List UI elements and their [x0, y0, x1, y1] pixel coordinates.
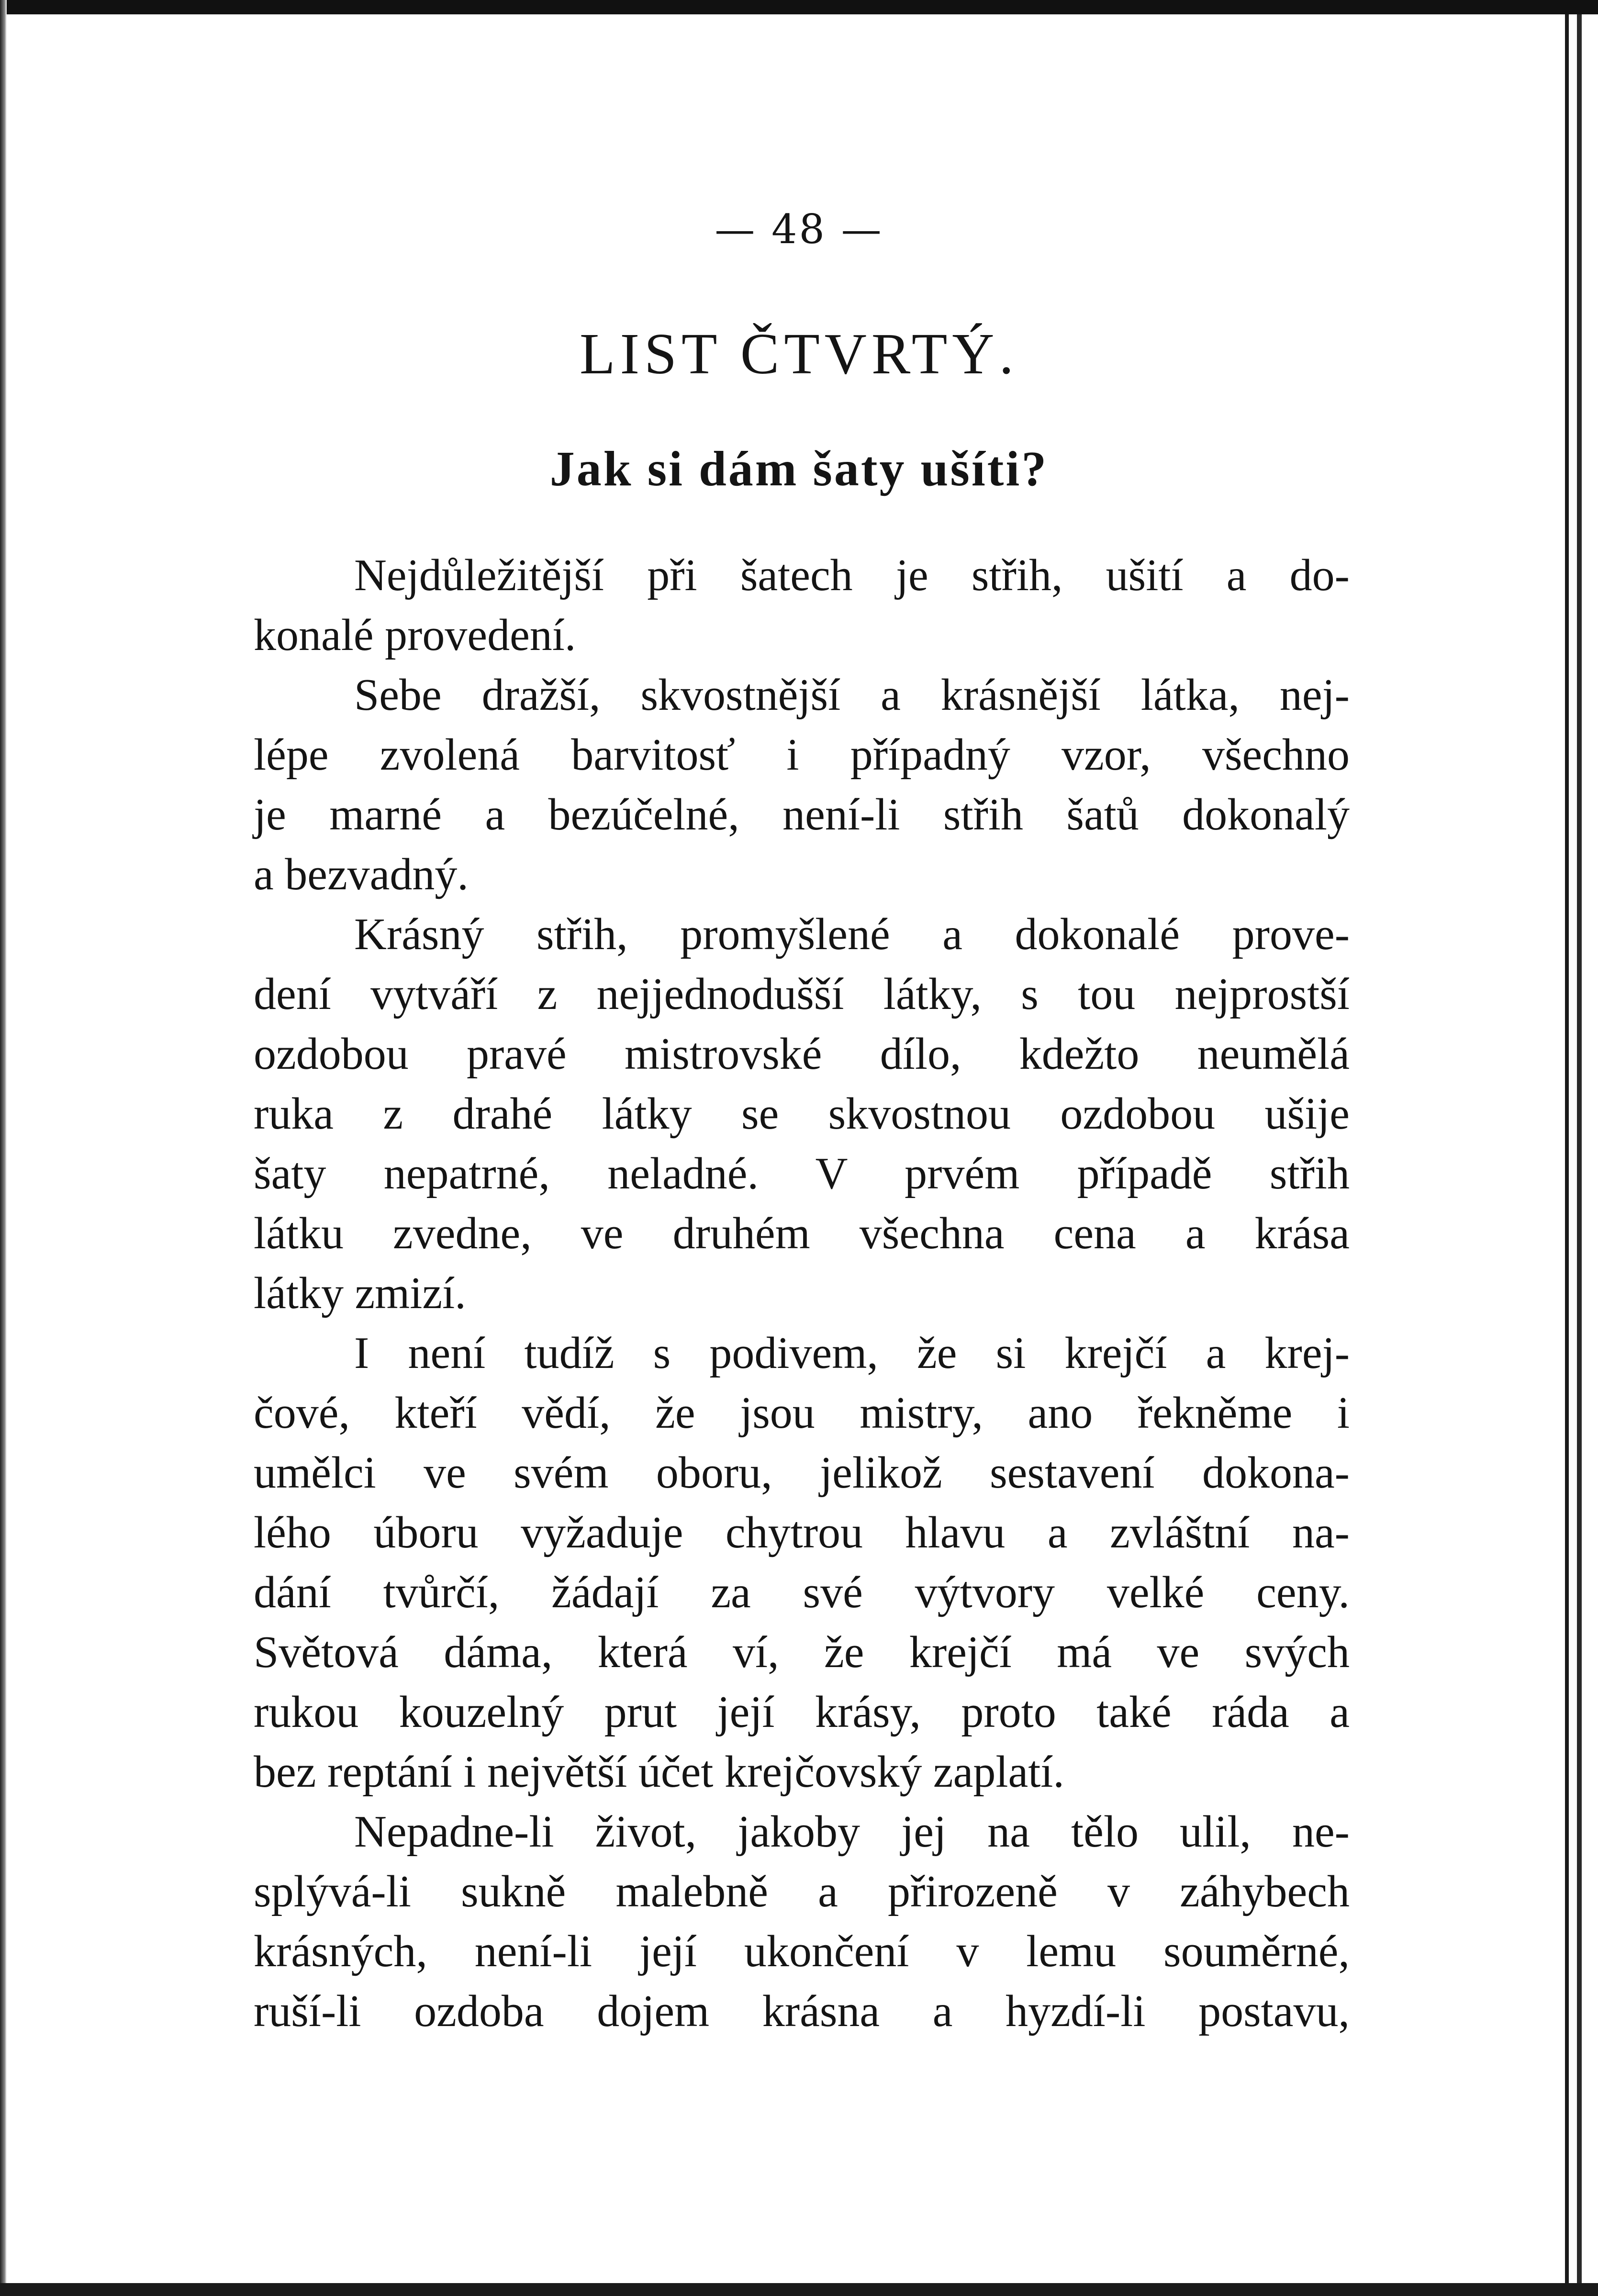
text-line: Nepadne-li život, jakoby jej na tělo ulil, ne- — [354, 1807, 1350, 1857]
text-line: Krásný střih, promyšlené a dokonalé prove- — [354, 909, 1350, 959]
text-line: krásných, není-li její ukončení v lemu souměrné, — [254, 1926, 1350, 1976]
text-line: konalé provedení. — [254, 610, 576, 660]
text-line: a bezvadný. — [254, 850, 469, 899]
text-line: Sebe dražší, skvostnější a krásnější látka, nej- — [354, 670, 1350, 720]
text-line: umělci ve svém oboru, jelikož sestavení dokona- — [254, 1448, 1350, 1498]
text-line: ruka z drahé látky se skvostnou ozdobou ušije — [254, 1089, 1350, 1139]
text-line: je marné a bezúčelné, není-li střih šatů dokonalý — [254, 790, 1350, 840]
text-line: lého úboru vyžaduje chytrou hlavu a zvláštní na- — [254, 1508, 1350, 1557]
text-line: splývá-li sukně malebně a přirozeně v záhybech — [254, 1867, 1350, 1916]
page-number: — 48 — — [715, 206, 883, 253]
text-line: látku zvedne, ve druhém všechna cena a krása — [254, 1209, 1350, 1258]
scan-edge-top — [0, 0, 1598, 14]
scan-edge-bottom — [0, 2283, 1598, 2296]
text-line: šaty nepatrné, neladné. V prvém případě střih — [254, 1149, 1350, 1198]
text-line: Světová dáma, která ví, že krejčí má ve svých — [254, 1627, 1350, 1677]
text-line: ozdobou pravé mistrovské dílo, kdežto neumělá — [254, 1029, 1350, 1079]
text-line: bez reptání i největší účet krejčovský zaplatí. — [254, 1747, 1064, 1797]
text-line: dení vytváří z nejjednodušší látky, s tou nejprostší — [254, 969, 1350, 1019]
text-line: Nejdůležitější při šatech je střih, ušití a do- — [354, 550, 1350, 600]
text-line: I není tudíž s podivem, že si krejčí a krej- — [354, 1328, 1350, 1378]
text-line: rukou kouzelný prut její krásy, proto také ráda a — [254, 1687, 1350, 1737]
text-line: dání tvůrčí, žádají za své výtvory velké ceny. — [254, 1568, 1350, 1617]
text-line: lépe zvolená barvitosť i případný vzor, všechno — [254, 730, 1350, 780]
text-line: ruší-li ozdoba dojem krásna a hyzdí-li postavu, — [254, 1986, 1350, 2036]
text-line: látky zmizí. — [254, 1268, 466, 1318]
chapter-title: LIST ČTVRTÝ. — [580, 322, 1018, 386]
text-line: čové, kteří vědí, že jsou mistry, ano řekněme i — [254, 1388, 1350, 1438]
section-title: Jak si dám šaty ušíti? — [549, 441, 1049, 496]
